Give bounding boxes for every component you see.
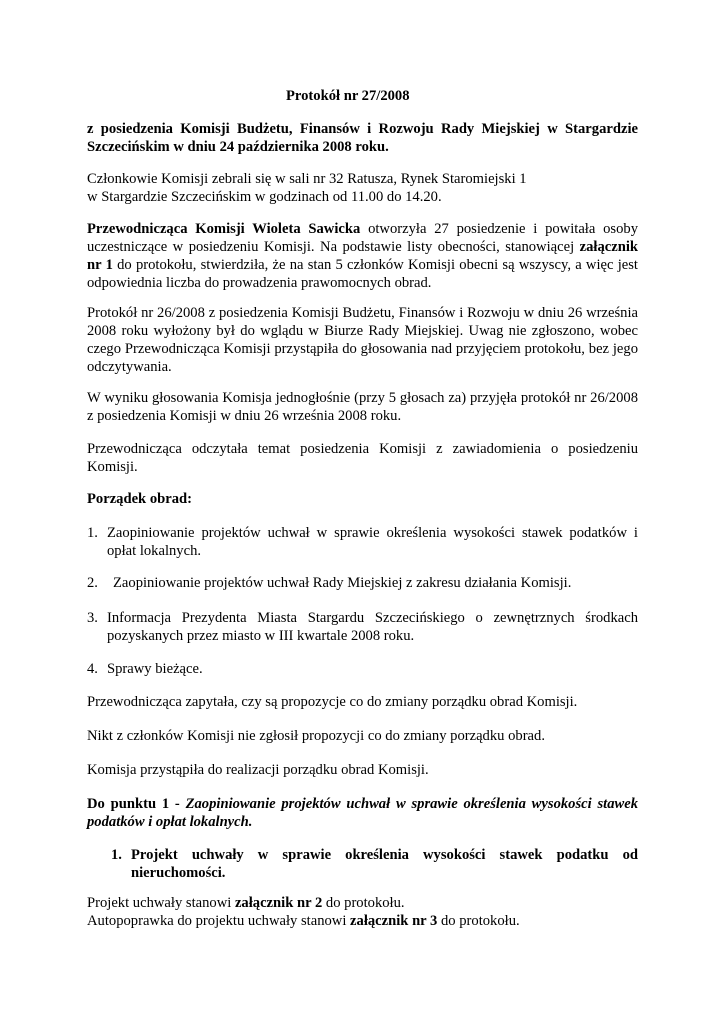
point-1-label: Do punktu 1 - — [87, 796, 186, 812]
attachment-line-1-text: Projekt uchwały stanowi — [87, 895, 235, 911]
agenda-item-text: Informacja Prezydenta Miasta Stargardu Szczecińskiego o zewnętrznych środkach pozyskanych przez miasto w III kwartale 2008 roku. — [107, 610, 638, 644]
paragraph-proceed: Komisja przystąpiła do realizacji porządku obrad Komisji. — [87, 762, 429, 778]
paragraph-no-proposals: Nikt z członków Komisji nie zgłosił propozycji co do zmiany porządku obrad. — [87, 728, 545, 744]
chairwoman-name: Przewodnicząca Komisji Wioleta Sawicka — [87, 221, 361, 237]
attachment-line-2-text: Autopoprawka do projektu uchwały stanowi — [87, 913, 351, 929]
paragraph-attachments — [87, 894, 638, 930]
attachment-line-2-end: do protokołu. — [437, 913, 520, 929]
point-1-title: Zaopiniowanie projektów uchwał w sprawie określenia wysokości stawek podatków i opłat lokalnych. — [87, 796, 639, 830]
attachment-2-ref: załącznik nr 2 — [234, 895, 323, 911]
attachment-line-2 — [87, 912, 638, 930]
agenda-item-number: 2. — [87, 575, 98, 591]
paragraph-question: Przewodnicząca zapytała, czy są propozycje co do zmiany porządku obrad Komisji. — [87, 694, 578, 710]
attachment-3-ref: załącznik nr 3 — [350, 913, 438, 929]
attachment-1-ref: załącznik nr 1 — [87, 239, 638, 273]
meeting-subtitle: z posiedzenia Komisji Budżetu, Finansów i Rozwoju Rady Miejskiej w Stargardzie Szczecińskim w dniu 24 października 2008 roku. — [87, 121, 638, 155]
agenda-heading: Porządek obrad: — [87, 491, 192, 507]
paragraph-previous-protocol: Protokół nr 26/2008 z posiedzenia Komisji Budżetu, Finansów i Rozwoju w dniu 26 września 2008 roku wyłożony był do wglądu w Biurze Rady Miejskiej. Uwag nie zgłoszono, wobec czego Przewodnicząca Komisji przystąpiła do głosowania nad przyjęciem protokołu, bez jego odczytywania. — [87, 305, 638, 375]
opening-text-2: do protokołu, stwierdziła, że na stan 5 członków Komisji obecni są wszyscy, a więc jest odpowiednia liczba do prowadzenia prawomocnych obrad. — [87, 257, 638, 291]
agenda-item-text: Sprawy bieżące. — [107, 661, 203, 677]
sub-item-number: 1. — [111, 847, 122, 863]
opening-text-1: otworzyła 27 posiedzenie i powitała osoby uczestniczące w posiedzeniu Komisji. Na podstawie listy obecności, stanowiącej — [87, 221, 638, 255]
agenda-item-number: 1. — [87, 525, 98, 541]
agenda-item-number: 3. — [87, 610, 98, 626]
paragraph-attendance — [87, 170, 638, 206]
paragraph-opening — [87, 220, 638, 292]
point-1-heading — [87, 795, 638, 831]
attachment-line-1 — [87, 894, 638, 912]
attendance-line-2: w Stargardzie Szczecińskim w godzinach od 11.00 do 14.20. — [87, 189, 442, 205]
attendance-line-1: Członkowie Komisji zebrali się w sali nr 32 Ratusza, Rynek Staromiejski 1 — [87, 171, 527, 187]
agenda-item-text: Zaopiniowanie projektów uchwał Rady Miejskiej z zakresu działania Komisji. — [113, 575, 572, 591]
agenda-item-text: Zaopiniowanie projektów uchwał w sprawie określenia wysokości stawek podatków i opłat lokalnych. — [107, 525, 638, 559]
attachment-line-1-end: do protokołu. — [322, 895, 405, 911]
agenda-item-number: 4. — [87, 661, 98, 677]
sub-item-text: Projekt uchwały w sprawie określenia wysokości stawek podatku od nieruchomości. — [131, 847, 638, 881]
paragraph-vote: W wyniku głosowania Komisja jednogłośnie (przy 5 głosach za) przyjęła protokół nr 26/2008 z posiedzenia Komisji w dniu 26 września 2008 roku. — [87, 390, 638, 424]
page-title: Protokół nr 27/2008 — [286, 88, 410, 104]
paragraph-topic: Przewodnicząca odczytała temat posiedzenia Komisji z zawiadomienia o posiedzeniu Komisji. — [87, 441, 638, 475]
